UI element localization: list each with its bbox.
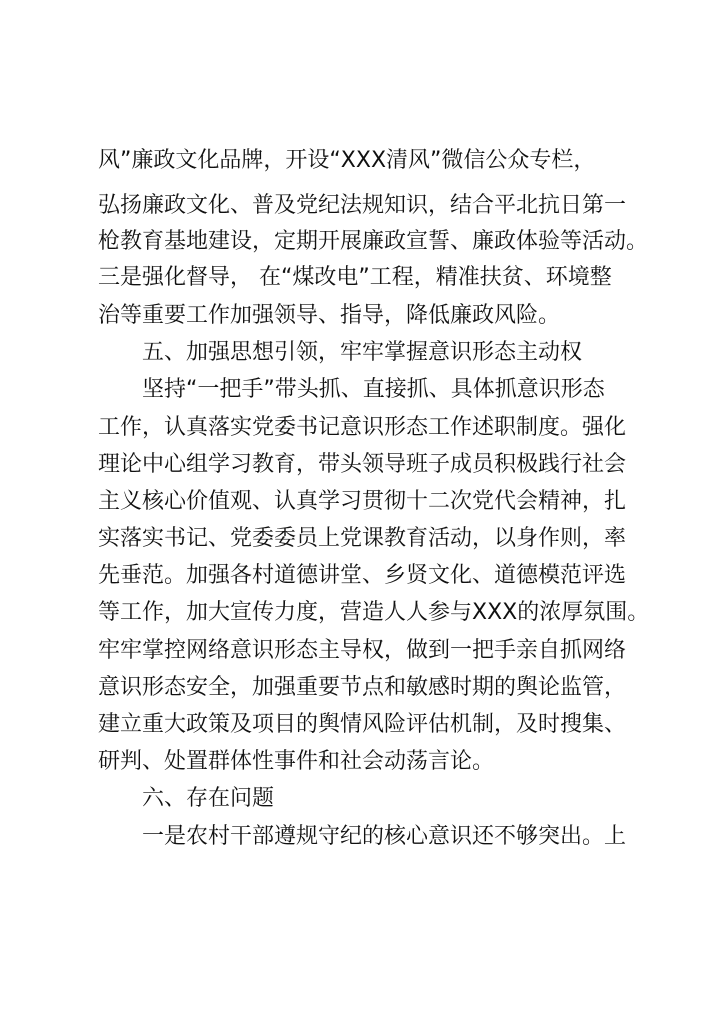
text-line: 牢牢掌控网络意识形态主导权，做到一把手亲自抓网络 [98,638,627,663]
text-line: 风”廉政文化品牌，开设“XXX清风”微信公众专栏， [98,148,596,173]
paragraph-start: 一是农村干部遵规守纪的核心意识还不够突出。上 [142,824,627,849]
paragraph-start: 坚持“一把手”带头抓、直接抓、具体抓意识形态 [142,377,605,402]
text-line: 三是强化督导， 在“煤改电”工程，精准扶贫、环境整 [98,265,612,290]
text-line: 理论中心组学习教育，带头领导班子成员积极践行社会 [98,452,627,477]
text-line: 弘扬廉政文化、普及党纪法规知识，结合平北抗日第一 [98,193,627,218]
section-heading: 六、存在问题 [142,786,275,811]
text-line: 枪教育基地建设，定期开展廉政宣誓、廉政体验等活动。 [98,229,649,254]
text-line: 建立重大政策及项目的舆情风险评估机制，及时搜集、 [98,712,627,737]
text-line: 主义核心价值观、认真学习贯彻十二次党代会精神，扎 [98,489,627,514]
text-line: 治等重要工作加强领导、指导，降低廉政风险。 [98,303,561,328]
text-line: 研判、处置群体性事件和社会动荡言论。 [98,749,495,774]
text-line: 实落实书记、党委委员上党课教育活动，以身作则，率 [98,526,627,551]
text-line: 工作，认真落实党委书记意识形态工作述职制度。强化 [98,415,627,440]
section-heading: 五、加强思想引领，牢牢掌握意识形态主动权 [142,340,583,365]
text-line: 意识形态安全，加强重要节点和敏感时期的舆论监管， [98,675,627,700]
text-line: 等工作，加大宣传力度，营造人人参与XXX的浓厚氛围。 [98,600,650,625]
text-line: 先垂范。加强各村道德讲堂、乡贤文化、道德模范评选 [98,563,627,588]
